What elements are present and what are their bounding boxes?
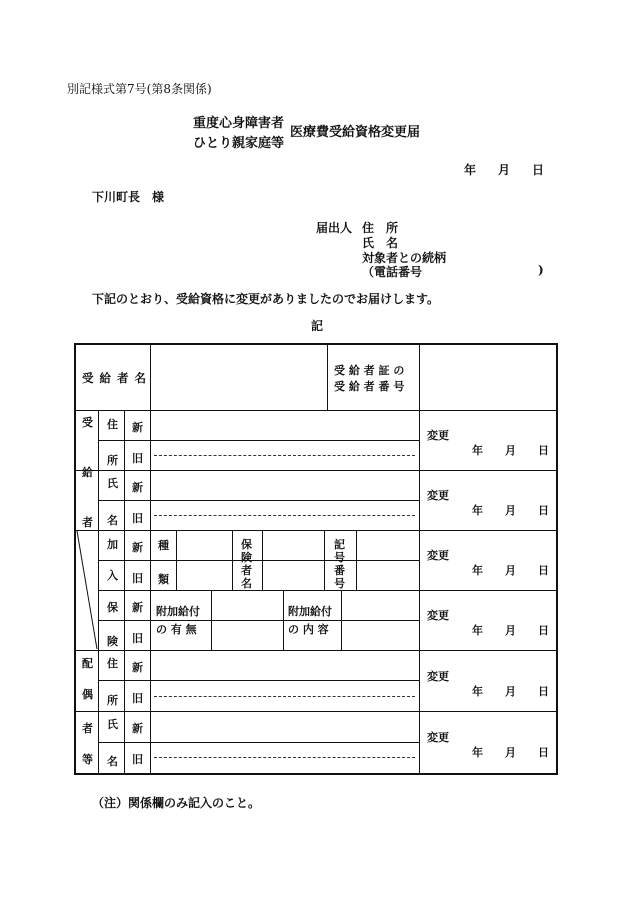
date-day: 日 bbox=[532, 163, 545, 177]
spouse-address-char-1: 住 bbox=[107, 657, 118, 670]
insurance-char-4: 険 bbox=[107, 635, 118, 648]
ki-heading: 記 bbox=[311, 319, 324, 333]
spouse-address-char-2: 所 bbox=[107, 694, 118, 707]
recipient-name-char-1: 氏 bbox=[107, 477, 118, 490]
date-day: 日 bbox=[538, 444, 549, 457]
new-label: 新 bbox=[132, 601, 143, 614]
group-spouse-3: 者 bbox=[82, 722, 93, 735]
footnote: （注）関係欄のみ記入のこと。 bbox=[92, 796, 261, 810]
title-line-1: 重度心身障害者 bbox=[193, 116, 285, 131]
new-label: 新 bbox=[132, 481, 143, 494]
kind-char-2: 類 bbox=[158, 573, 169, 586]
supp-yes-no-label-1: 附加給付 bbox=[156, 605, 200, 618]
spouse-name-char-1: 氏 bbox=[107, 718, 118, 731]
intro-text: 下記のとおり、受給資格に変更がありましたのでお届けします。 bbox=[92, 292, 440, 306]
title-line-2: ひとり親家庭等 bbox=[193, 136, 285, 151]
diagonal-slash bbox=[76, 530, 98, 650]
group-spouse-1: 配 bbox=[82, 657, 93, 670]
applicant-phone-close: ) bbox=[538, 263, 544, 277]
date-year: 年 bbox=[472, 746, 483, 759]
new-label: 新 bbox=[132, 421, 143, 434]
group-recipient-1: 受 bbox=[82, 416, 93, 429]
date-month: 月 bbox=[498, 163, 511, 177]
addressee: 下川町長 様 bbox=[92, 190, 165, 204]
date-day: 日 bbox=[538, 564, 549, 577]
applicant-name-label: 氏 名 bbox=[362, 236, 399, 250]
applicant-phone-label: （電話番号 bbox=[362, 265, 423, 279]
insurance-char-3: 保 bbox=[107, 601, 118, 614]
group-recipient-2: 給 bbox=[82, 466, 93, 479]
symbol-number-label: 記 号 番 号 bbox=[334, 538, 345, 590]
old-label: 旧 bbox=[132, 753, 143, 766]
insurer-name-label: 保 険 者 名 bbox=[241, 538, 252, 590]
spouse-name-char-2: 名 bbox=[107, 755, 118, 768]
recipient-name-char-2: 名 bbox=[107, 514, 118, 527]
date-year: 年 bbox=[472, 504, 483, 517]
supp-content-label-2: の 内 容 bbox=[288, 623, 329, 636]
change-label: 変更 bbox=[427, 731, 449, 744]
old-label: 旧 bbox=[132, 632, 143, 645]
date-year: 年 bbox=[472, 564, 483, 577]
supp-content-label-1: 附加給付 bbox=[288, 605, 332, 618]
recipient-address-char-2: 所 bbox=[107, 454, 118, 467]
group-spouse-4: 等 bbox=[82, 753, 93, 766]
date-year: 年 bbox=[472, 685, 483, 698]
change-form-table bbox=[74, 343, 558, 775]
old-label: 旧 bbox=[132, 692, 143, 705]
change-label: 変更 bbox=[427, 549, 449, 562]
date-month: 月 bbox=[505, 564, 516, 577]
change-label: 変更 bbox=[427, 670, 449, 683]
change-label: 変更 bbox=[427, 609, 449, 622]
date-year: 年 bbox=[464, 163, 477, 177]
date-month: 月 bbox=[505, 746, 516, 759]
group-spouse-2: 偶 bbox=[82, 688, 93, 701]
date-month: 月 bbox=[505, 444, 516, 457]
recipient-name-label: 受 給 者 名 bbox=[82, 371, 148, 385]
old-label: 旧 bbox=[132, 572, 143, 585]
date-year: 年 bbox=[472, 444, 483, 457]
date-day: 日 bbox=[538, 504, 549, 517]
recipient-address-char-1: 住 bbox=[107, 418, 118, 431]
date-day: 日 bbox=[538, 685, 549, 698]
group-recipient-3: 者 bbox=[82, 516, 93, 529]
new-label: 新 bbox=[132, 722, 143, 735]
date-day: 日 bbox=[538, 624, 549, 637]
date-day: 日 bbox=[538, 746, 549, 759]
date-month: 月 bbox=[505, 685, 516, 698]
new-label: 新 bbox=[132, 541, 143, 554]
cert-number-label-2: 受 給 者 番 号 bbox=[334, 380, 405, 393]
change-label: 変更 bbox=[427, 489, 449, 502]
date-month: 月 bbox=[505, 504, 516, 517]
old-label: 旧 bbox=[132, 452, 143, 465]
change-label: 変更 bbox=[427, 429, 449, 442]
date-year: 年 bbox=[472, 624, 483, 637]
applicant-relation-label: 対象者との続柄 bbox=[362, 251, 447, 265]
supp-yes-no-label-2: の 有 無 bbox=[156, 623, 197, 636]
applicant-label: 届出人 bbox=[316, 221, 353, 235]
insurance-char-2: 入 bbox=[107, 569, 118, 582]
applicant-address-label: 住 所 bbox=[362, 221, 399, 235]
form-number: 別記様式第7号(第8条関係) bbox=[67, 82, 212, 96]
old-label: 旧 bbox=[132, 512, 143, 525]
cert-number-label-1: 受 給 者 証 の bbox=[334, 364, 405, 377]
form-title: 医療費受給資格変更届 bbox=[290, 125, 421, 140]
new-label: 新 bbox=[132, 661, 143, 674]
kind-char-1: 種 bbox=[158, 539, 169, 552]
insurance-char-1: 加 bbox=[107, 538, 118, 551]
date-month: 月 bbox=[505, 624, 516, 637]
